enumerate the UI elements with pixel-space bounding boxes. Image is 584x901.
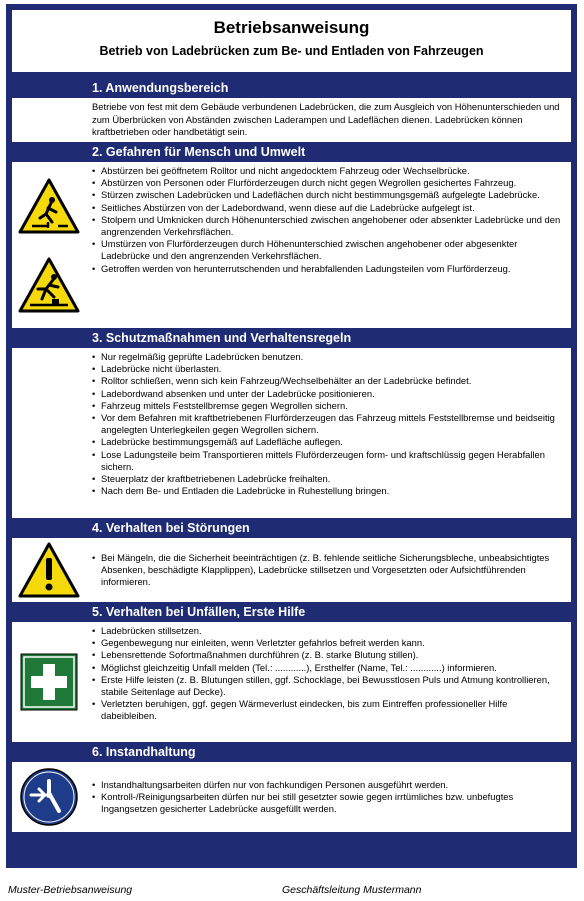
footer-document-label: Muster-Betriebsanweisung (8, 884, 133, 896)
list-item: • Rolltor schließen, wenn sich kein Fahrzeug/Wechselbehälter an der Ladebrücke befindet. (92, 375, 563, 387)
list-item: • Kontroll-/Reinigungsarbeiten dürfen nur bei still gesetzter sowie gegen irrtümliches bzw. unbefugtes Ingangsetzen gesicherter Ladebrücke ausgefüllt werden. (92, 791, 563, 815)
list-item: • Ladebrücken stillsetzen. (92, 625, 563, 637)
hazard-list (92, 165, 563, 275)
list-item: • Stürzen zwischen Ladebrücken und Ladeflächen durch nicht bestimmungsgemäß aufgelegte Ladebrücke. (92, 189, 563, 201)
section-heading-gefahren: 2. Gefahren für Mensch und Umwelt (12, 142, 571, 162)
instruction-sheet (6, 4, 577, 868)
list-item: • Lose Ladungsteile beim Transportieren mittels Fluförderzeugen form- und kraftschlüssig gegen Herabfallen sichern. (92, 449, 563, 473)
list-item: • Gegenbewegung nur einleiten, wenn Verletzter gefahrlos befreit werden kann. (92, 637, 563, 649)
list-item: • Nach dem Be- und Entladen die Ladebrücke in Ruhestellung bringen. (92, 485, 563, 497)
list-item: • Abstürzen von Personen oder Flurförderzeugen durch nicht gegen Wegrollen gesichertes Fahrzeug. (92, 177, 563, 189)
list-item: • Getroffen werden von herunterrutschenden und herabfallenden Ladungsteilen vom Flurförderzeug. (92, 263, 563, 275)
measures-list (92, 351, 563, 497)
section-body-stoerungen (12, 538, 571, 602)
section-text: Betriebe von fest mit dem Gebäude verbundenen Ladebrücken, die zum Ausgleich von Höhenunterschieden und zum Überbrücken von Abständen zwischen Laderampen und Ladeflächen dienen. Ladebrücken können kraftbetrieben oder handbetätigt sein. (92, 101, 560, 138)
section-body-schutzmassnahmen (12, 348, 571, 518)
section-heading-anwendungsbereich: 1. Anwendungsbereich (12, 78, 571, 98)
warning-trip-icon (18, 257, 80, 313)
list-item: • Erste Hilfe leisten (z. B. Blutungen stillen, ggf. Schocklage, bei Bewusstlosen Puls und Atmung kontrollieren, stabile Seitenlage auf Decke). (92, 674, 563, 698)
list-item: • Ladebrücke nicht überlasten. (92, 363, 563, 375)
list-item: • Stolpern und Umknicken durch Höhenunterschied zwischen angehobener oder absenkter Ladebrücke und den angrenzenden Verkehrsflächen. (92, 214, 563, 238)
section-body-gefahren (12, 162, 571, 328)
list-item: • Seitliches Abstürzen von der Ladebordwand, wenn diese auf die Ladebrücke aufgelegt ist. (92, 202, 563, 214)
footer-signature-label: Geschäftsleitung Mustermann (282, 884, 422, 896)
general-warning-icon (18, 542, 80, 598)
list-item: • Vor dem Befahren mit kraftbetriebenen Flurförderzeugen das Fahrzeug mittels Feststellbremse und beidseitig angelegten Unterlegkeilen gegen Wegrollen sichern. (92, 412, 563, 436)
title-box (12, 10, 571, 72)
section-heading-schutzmassnahmen: 3. Schutzmaßnahmen und Verhaltensregeln (12, 328, 571, 348)
section-body-anwendungsbereich (12, 98, 571, 142)
malfunction-list (92, 552, 563, 589)
section-heading-unfaelle: 5. Verhalten bei Unfällen, Erste Hilfe (12, 602, 571, 622)
disconnect-before-work-icon (19, 767, 79, 827)
page-subtitle: Betrieb von Ladebrücken zum Be- und Entladen von Fahrzeugen (99, 44, 484, 58)
list-item: • Ladebordwand absenken und unter der Ladebrücke positionieren. (92, 388, 563, 400)
list-item: • Instandhaltungsarbeiten dürfen nur von fachkundigen Personen ausgeführt werden. (92, 779, 563, 791)
list-item: • Fahrzeug mittels Feststellbremse gegen Wegrollen sichern. (92, 400, 563, 412)
list-item: • Abstürzen bei geöffnetem Rolltor und nicht angedocktem Fahrzeug oder Wechselbrücke. (92, 165, 563, 177)
list-item: • Lebensrettende Sofortmaßnahmen durchführen (z. B. starke Blutung stillen). (92, 649, 563, 661)
list-item: • Nur regelmäßig geprüfte Ladebrücken benutzen. (92, 351, 563, 363)
page-title: Betriebsanweisung (213, 18, 370, 37)
maintenance-list (92, 779, 563, 816)
list-item: • Verletzten beruhigen, ggf. gegen Wärmeverlust eindecken, bis zum Eintreffen professioneller Hilfe dabeibleiben. (92, 698, 563, 722)
section-body-unfaelle (12, 622, 571, 742)
list-item: • Ladebrücke bestimmungsgemäß auf Ladefläche auflegen. (92, 436, 563, 448)
first-aid-icon (20, 653, 78, 711)
list-item: • Möglichst gleichzeitig Unfall melden (Tel.: ............), Ersthelfer (Name, Tel.: ............) informieren. (92, 662, 563, 674)
section-body-instandhaltung (12, 762, 571, 832)
list-item: • Steuerplatz der kraftbetriebenen Ladebrücke freihalten. (92, 473, 563, 485)
list-item: • Umstürzen von Flurförderzeugen durch Höhenunterschied zwischen angehobener oder abgesenkter Ladebrücke und den angrenzenden Verkehrsflächen. (92, 238, 563, 262)
warning-fall-icon (18, 178, 80, 234)
first-aid-list (92, 625, 563, 723)
section-heading-instandhaltung: 6. Instandhaltung (12, 742, 571, 762)
section-heading-stoerungen: 4. Verhalten bei Störungen (12, 518, 571, 538)
list-item: • Bei Mängeln, die die Sicherheit beeinträchtigen (z. B. fehlende seitliche Sicherungsbleche, unbeabsichtigtes Absenken, beschädigte Klapplippen), Ladebrücke stillsetzen und Vorgesetzten oder Aufsichtführenden informieren. (92, 552, 563, 589)
